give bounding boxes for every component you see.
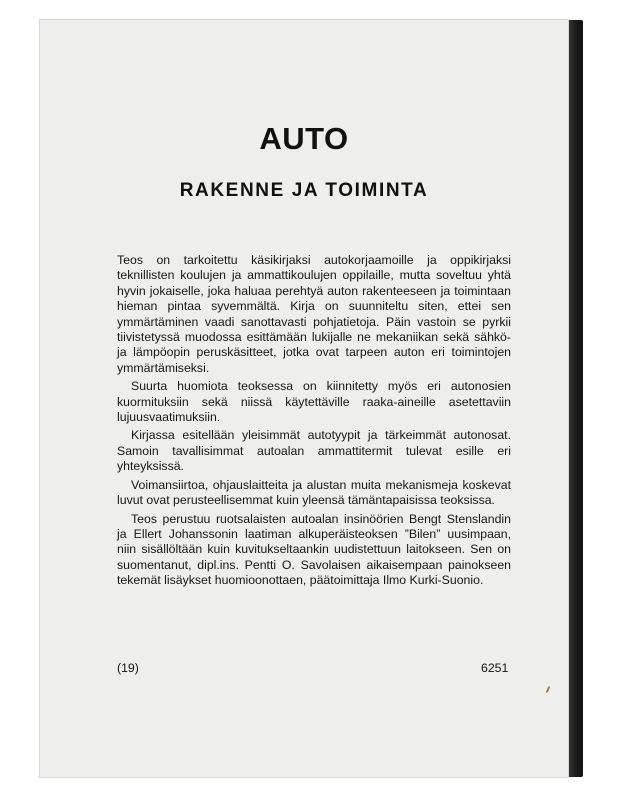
description-paragraph-3: Kirjassa esitellään yleisimmät autotyypit ja tärkeimmät autonosat. Samoin tavallisimmat autoalan ammattitermit tulevat esille eri yhteyksissä. bbox=[117, 428, 511, 474]
description-paragraph-2: Suurta huomiota teoksessa on kiinnitetty myös eri autonosien kuormituksiin sekä niissä käytettäville raaka-aineille asetettaviin lujuusvaatimuksiin. bbox=[117, 379, 511, 425]
description-paragraph-4: Voimansiirtoa, ohjauslaitteita ja alustan muita mekanismeja koskevat luvut ovat perusteellisemmat kuin yleensä tämäntapaisissa teoksissa. bbox=[117, 477, 511, 508]
book-title: AUTO bbox=[259, 121, 349, 156]
description-paragraph-5: Teos perustuu ruotsalaisten autoalan insinöörien Bengt Stenslandin ja Ellert Johanssonin laatiman alkuperäisteoksen ”Bilen” uusimpaan, niin sisällöltään kuin kuvitukseltaankin uudistettuun laitokseen. Sen on suomentanut, dipl.ins. Pentti O. Savolaisen aikaisempaan painokseen tekemät lisäykset huomioonottaen, päätoimittaja Ilmo Kurki-Suonio. bbox=[117, 511, 511, 588]
book-back-cover bbox=[40, 20, 568, 777]
stain-mark bbox=[546, 686, 551, 693]
book-subtitle: RAKENNE JA TOIMINTA bbox=[179, 180, 429, 201]
catalog-number: 6251 bbox=[481, 661, 509, 675]
series-number: (19) bbox=[117, 661, 139, 675]
description-text bbox=[117, 253, 511, 592]
description-paragraph-1: Teos on tarkoitettu käsikirjaksi autokorjaamoille ja oppikirjaksi teknillisten koulujen ja ammattikoulujen oppilaille, mutta soveltuu yhtä hyvin jokaiselle, joka haluaa perehtyä auton rakenteeseen ja toimintaan hieman pintaa syvemmältä. Kirja on suunniteltu siten, ettei sen ymmärtäminen vaadi sanottavasti pohjatietoja. Päin vastoin se pyrkii tiivistetyssä muodossa esittämään lukijalle ne mekaniikan sekä sähkö- ja lämpöopin peruskäsitteet, jotka ovat tarpeen auton eri toimintojen ymmärtämiseksi. bbox=[117, 253, 511, 375]
